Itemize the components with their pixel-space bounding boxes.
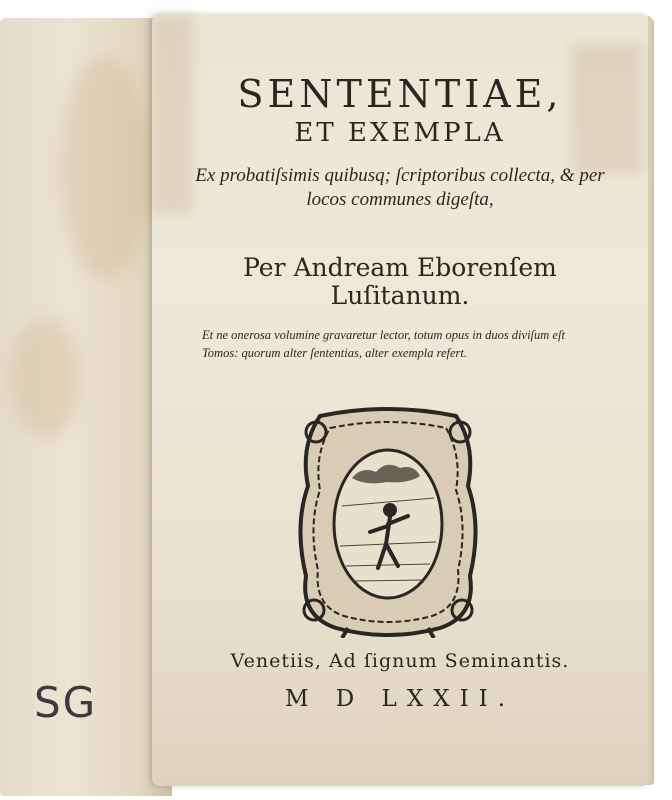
- publication-year: M D LXXII.: [284, 686, 516, 712]
- note-text: Et ne onerosa volumine gravaretur lector, totum opus in duos diviſum eſt Tomos: quorum alter ſententias, alter exempla refert.: [202, 328, 565, 360]
- imprint-line: Venetiis, Ad ſignum Seminantis.: [230, 650, 570, 672]
- title-line-1: SENTENTIAE,: [237, 72, 563, 116]
- author-line: Per Andream Eborenſem Luſitanum.: [243, 253, 557, 310]
- subtitle: Ex probatiſsimis quibusq; ſcriptoribus collecta, & per locos communes digeſta,: [195, 165, 605, 210]
- paper-stain: [60, 58, 150, 278]
- handwritten-mark: SG: [34, 678, 98, 727]
- title-page: [152, 14, 648, 786]
- printer-device-sower-icon: [290, 406, 486, 638]
- paper-stain: [10, 318, 80, 438]
- title-line-2: ET EXEMPLA: [294, 118, 506, 148]
- left-facing-page: [0, 18, 172, 796]
